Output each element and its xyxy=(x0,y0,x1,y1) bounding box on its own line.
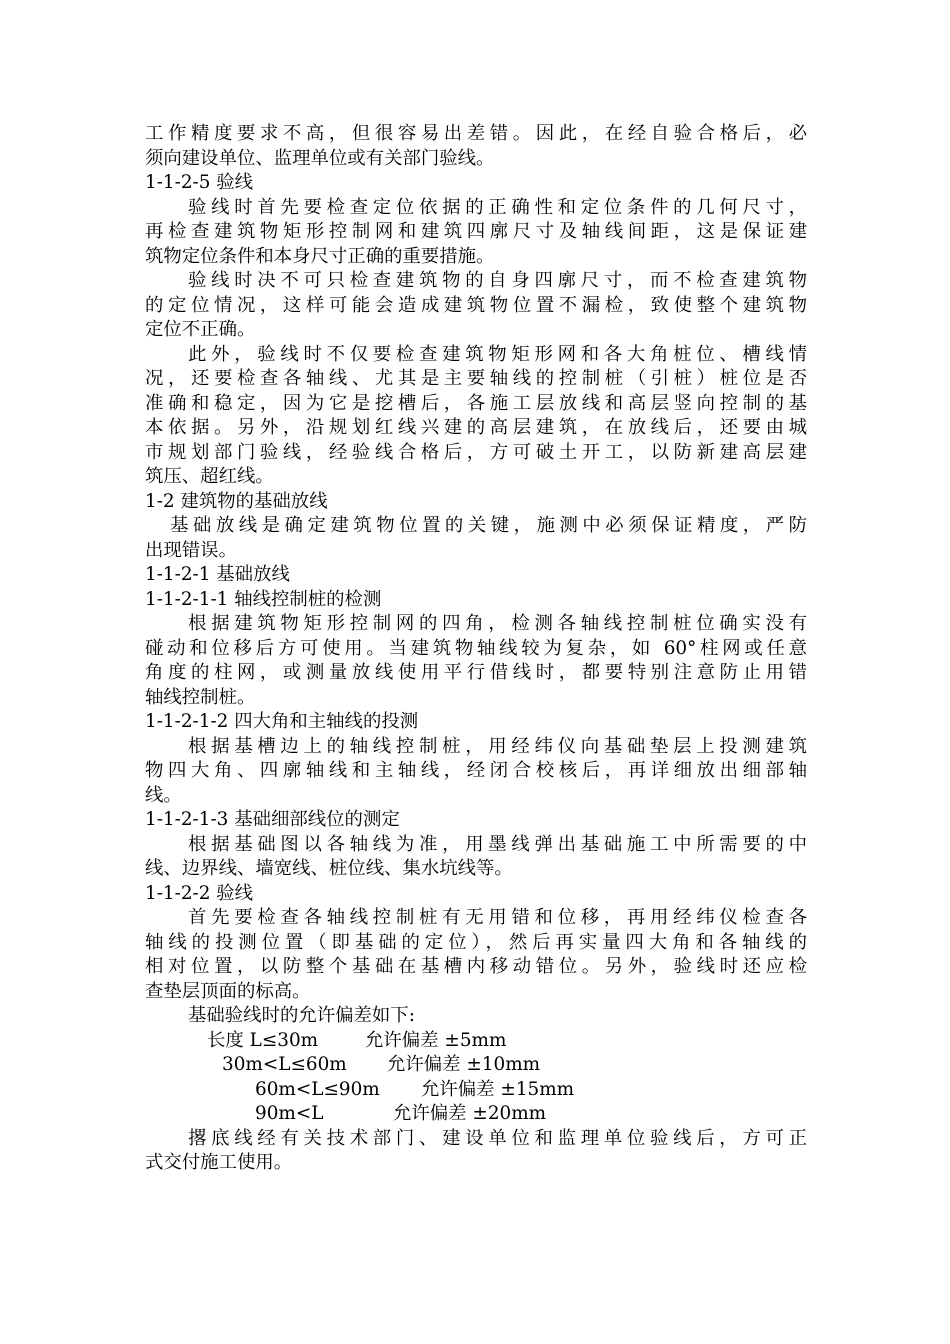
paragraph-line: 根据建筑物矩形控制网的四角，检测各轴线控制桩位确实没有 xyxy=(188,613,807,634)
paragraph-line: 验线时决不可只检查建筑物的自身四廓尺寸，而不检查建筑物 xyxy=(188,270,807,291)
section-heading: 1-1-2-1-1 轴线控制桩的检测 xyxy=(145,588,382,610)
paragraph-line: 根据基槽边上的轴线控制桩，用经纬仪向基础垫层上投测建筑 xyxy=(188,735,807,757)
paragraph-line: 筑压、超红线。 xyxy=(145,466,274,487)
paragraph-line: 首先要检查各轴线控制桩有无用错和位移，再用经纬仪检查各 xyxy=(188,907,807,928)
paragraph-line: 撂底线经有关技术部门、建设单位和监理单位验线后，方可正 xyxy=(188,1127,807,1149)
tolerance-row xyxy=(145,1053,807,1078)
paragraph-line: 准确和稳定，因为它是挖槽后，各施工层放线和高层竖向控制的基 xyxy=(145,392,807,414)
tolerance-length: 长度 L≤30m xyxy=(207,1029,319,1051)
section-heading: 1-1-2-1 基础放线 xyxy=(145,564,290,585)
paragraph-line: 线、边界线、墙宽线、桩位线、集水坑线等。 xyxy=(145,858,513,879)
paragraph-line: 市规划部门验线，经验线合格后，方可破土开工，以防新建高层建 xyxy=(145,441,807,463)
paragraph-line: 基础验线时的允许偏差如下: xyxy=(188,1005,415,1026)
tolerance-deviation: 允许偏差 ±15mm xyxy=(421,1078,575,1100)
paragraph-line: 式交付施工使用。 xyxy=(145,1152,293,1173)
paragraph-line: 验线时首先要检查定位依据的正确性和定位条件的几何尺寸， xyxy=(188,196,807,218)
paragraph-line: 况，还要检查各轴线、尤其是主要轴线的控制桩（引桩）桩位是否 xyxy=(145,368,807,389)
paragraph-line: 相对位置，以防整个基础在基槽内移动错位。另外，验线时还应检 xyxy=(145,956,807,977)
paragraph-line: 线。 xyxy=(145,784,182,806)
paragraph-line: 出现错误。 xyxy=(145,539,237,561)
tolerance-deviation: 允许偏差 ±20mm xyxy=(393,1103,547,1124)
section-heading: 1-1-2-2 验线 xyxy=(145,882,254,904)
document-page xyxy=(145,122,807,1176)
paragraph-line: 轴线控制桩。 xyxy=(145,686,256,708)
section-heading: 1-2 建筑物的基础放线 xyxy=(145,490,328,512)
section-heading: 1-1-2-5 验线 xyxy=(145,172,254,193)
section-heading: 1-1-2-1-2 四大角和主轴线的投测 xyxy=(145,711,419,732)
section-heading: 1-1-2-1-3 基础细部线位的测定 xyxy=(145,809,400,830)
paragraph-line: 工作精度要求不高，但很容易出差错。因此，在经自验合格后，必 xyxy=(145,123,807,144)
tolerance-row xyxy=(145,1102,807,1127)
paragraph-line: 的定位情况，这样可能会造成建筑物位置不漏检，致使整个建筑物 xyxy=(145,294,807,316)
paragraph-line: 根据基础图以各轴线为准，用墨线弹出基础施工中所需要的中 xyxy=(188,833,807,855)
paragraph-line: 再检查建筑物矩形控制网和建筑四廓尺寸及轴线间距，这是保证建 xyxy=(145,221,807,242)
paragraph-line: 筑物定位条件和本身尺寸正确的重要措施。 xyxy=(145,245,495,267)
tolerance-row xyxy=(145,1029,807,1054)
paragraph-line: 本依据。另外，沿规划红线兴建的高层建筑，在放线后，还要由城 xyxy=(145,417,807,438)
tolerance-deviation: 允许偏差 ±5mm xyxy=(365,1029,507,1051)
paragraph-line: 轴线的投测位置（即基础的定位），然后再实量四大角和各轴线的 xyxy=(145,931,807,953)
paragraph-line: 角度的柱网，或测量放线使用平行借线时，都要特别注意防止用错 xyxy=(145,662,807,683)
paragraph-line: 基础放线是确定建筑物位置的关键，施测中必须保证精度，严防 xyxy=(170,515,807,536)
paragraph-line: 须向建设单位、监理单位或有关部门验线。 xyxy=(145,147,495,169)
tolerance-deviation: 允许偏差 ±10mm xyxy=(387,1054,541,1075)
tolerance-length: 30m<L≤60m xyxy=(222,1054,347,1075)
tolerance-length: 60m<L≤90m xyxy=(255,1078,380,1100)
paragraph-line: 定位不正确。 xyxy=(145,319,256,340)
tolerance-row xyxy=(145,1078,807,1103)
paragraph-line: 物四大角、四廓轴线和主轴线，经闭合校核后，再详细放出细部轴 xyxy=(145,760,807,781)
tolerance-length: 90m<L xyxy=(255,1103,324,1124)
paragraph-line: 碰动和位移后方可使用。当建筑物轴线较为复杂，如 60°柱网或任意 xyxy=(145,637,807,659)
paragraph-line: 查垫层顶面的标高。 xyxy=(145,980,311,1002)
paragraph-line: 此外，验线时不仅要检查建筑物矩形网和各大角桩位、槽线情 xyxy=(188,343,807,365)
